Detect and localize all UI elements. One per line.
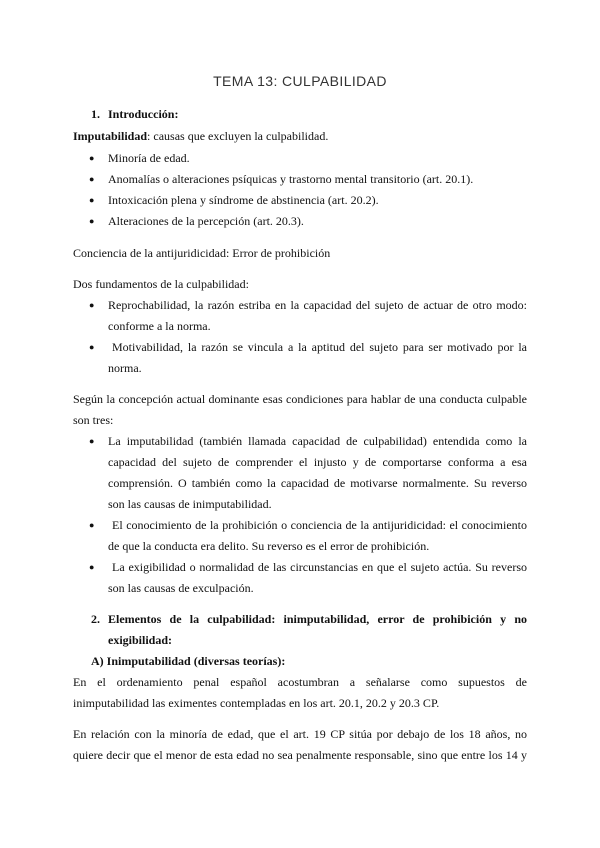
bullet-icon: ● (89, 153, 95, 163)
list-item: El conocimiento de la prohibición o conciencia de la antijuridicidad: el conocimiento (112, 518, 527, 532)
bullet-icon: ● (89, 562, 95, 572)
bullet-icon: ● (89, 436, 95, 446)
section-2-heading-continuation: exigibilidad: (108, 633, 173, 647)
imputabilidad-term: Imputabilidad (73, 129, 148, 143)
document-title: TEMA 13: CULPABILIDAD (213, 73, 387, 89)
bullet-icon: ● (89, 342, 95, 352)
section-1-heading: Introducción: (108, 107, 179, 121)
section-2-heading: Elementos de la culpabilidad: inimputabilidad, error de prohibición y no (108, 612, 527, 626)
paragraph-line: quiere decir que el menor de esta edad no sea penalmente responsable, sino que entre los 14 y (73, 748, 527, 762)
bullet-icon: ● (89, 300, 95, 310)
concepcion-paragraph-line: Según la concepción actual dominante esas condiciones para hablar de una conducta culpable (73, 392, 527, 406)
list-item-continuation: conforme a la norma. (108, 319, 211, 333)
subsection-a-heading: A) Inimputabilidad (diversas teorías): (91, 654, 286, 668)
list-item-continuation: norma. (108, 361, 142, 375)
bullet-icon: ● (89, 174, 95, 184)
list-item: Minoría de edad. (108, 151, 190, 165)
conciencia-line: Conciencia de la antijuridicidad: Error de prohibición (73, 246, 331, 260)
paragraph-line: En el ordenamiento penal español acostumbran a señalarse como supuestos de (73, 675, 527, 689)
section-1-number: 1. (91, 107, 100, 121)
bullet-icon: ● (89, 195, 95, 205)
concepcion-paragraph-line: son tres: (73, 413, 114, 427)
list-item: Reprochabilidad, la razón estriba en la capacidad del sujeto de actuar de otro modo: (108, 298, 527, 312)
list-item: Anomalías o alteraciones psíquicas y trastorno mental transitorio (art. 20.1). (108, 172, 474, 186)
list-item: La exigibilidad o normalidad de las circunstancias en que el sujeto actúa. Su reverso (112, 560, 527, 574)
paragraph-line: En relación con la minoría de edad, que el art. 19 CP sitúa por debajo de los 18 años, no (73, 727, 527, 741)
imputabilidad-text: : causas que excluyen la culpabilidad. (147, 129, 329, 143)
imputabilidad-definition (73, 128, 328, 144)
paragraph-line: inimputabilidad las eximentes contempladas en los art. 20.1, 20.2 y 20.3 CP. (73, 696, 440, 710)
list-item: La imputabilidad (también llamada capacidad de culpabilidad) entendida como la (108, 434, 527, 448)
list-item-continuation: son las causas de inimputabilidad. (108, 497, 272, 511)
list-item-continuation: son las causas de exculpación. (108, 581, 254, 595)
fundamentos-intro: Dos fundamentos de la culpabilidad: (73, 277, 249, 291)
list-item-continuation: de que la conducta era delito. Su reverso es el error de prohibición. (108, 539, 430, 553)
bullet-icon: ● (89, 216, 95, 226)
list-item-continuation: comprensión. O también como la capacidad de motivarse normalmente. Su reverso (108, 476, 527, 490)
list-item: Alteraciones de la percepción (art. 20.3). (108, 214, 304, 228)
list-item: Intoxicación plena y síndrome de abstinencia (art. 20.2). (108, 193, 379, 207)
list-item: Motivabilidad, la razón se vincula a la aptitud del sujeto para ser motivado por la (112, 340, 527, 354)
section-2-number: 2. (91, 612, 100, 626)
bullet-icon: ● (89, 520, 95, 530)
list-item-continuation: capacidad del sujeto de comprender el injusto y de comportarse conforma a esa (108, 455, 527, 469)
